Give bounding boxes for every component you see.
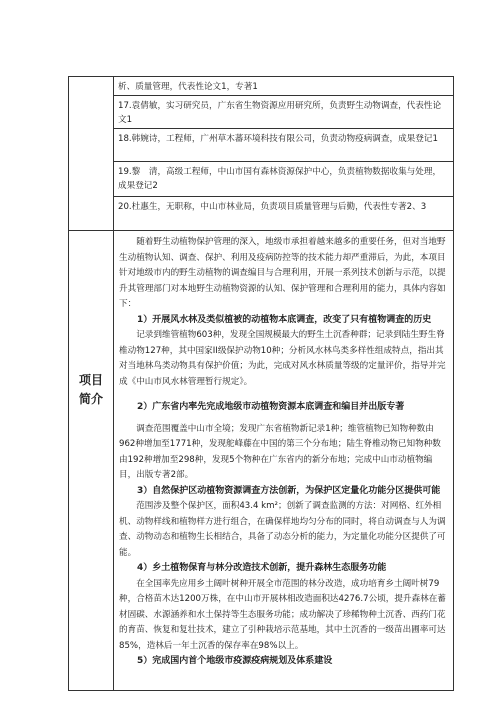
item-paragraph: 调查范围覆盖中山市全境；发现广东省植物新记录1种；维管植物已知物种数由962种增加至1771种，发现舵峰藤在中国的第三个分布地；陆生脊椎动物已知物种数由192种增加至298种，发现5个物种在广东省内的新分布地；完成中山市动植物编目，出版专著2部。 — [119, 423, 441, 480]
item-heading: 3）自然保护区动植物资源调查方法创新，为保护区定量化功能分区提供可能 — [137, 485, 441, 496]
personnel-text: 18.韩婉诗，工程师，广州草木蕃环境科技有限公司，负责动物疫病调查，成果登记1 — [118, 134, 438, 144]
project-summary-table — [68, 231, 454, 691]
section-label — [69, 371, 113, 409]
personnel-text: 17.袁倩敏，实习研究员，广东省生物资源应用研究所，负责野生动物调查，代表性论文1 — [118, 101, 442, 125]
item-paragraph: 范围涉及整个保护区，面积43.4 km²；创新了调查监测的方法：对网格、红外相机、动物样线和植物样方进行组合，在确保样地均匀分布的同时，将自动调查与人为调查、动物动态和植物生长相结合，具备了动态分析的能力，为定量化功能分区提供了可能。 — [119, 501, 446, 558]
item-heading: 1）开展风水林及类似植被的动植物本底调查，改变了只有植物调查的历史 — [137, 314, 432, 325]
personnel-text: 19.黎 清，高级工程师，中山市国有森林资源保护中心，负责植物数据收集与处理，成果登记2 — [118, 167, 442, 191]
summary-content — [119, 235, 447, 670]
personnel-text: 析、质量管理，代表性论文1，专著1 — [118, 82, 258, 92]
column-divider — [113, 231, 114, 690]
personnel-row — [114, 197, 453, 232]
intro-paragraph: 随着野生动植物保护管理的深入，地级市承担着越来越多的重要任务，但对当地野生动植物认知、调查、保护、利用及疫病防控等的技术能力却严重滞后，为此，本项目针对地级市内的野生动植物的调查编目与合理利用，开展一系列技术创新与示范，以提升其管理部门对本地野生动植物资源的认知、保护管理和合理利用的能力，具体内容如下： — [119, 237, 446, 309]
item-heading: 4）乡土植物保育与林分改造技术创新，提升森林生态服务功能 — [137, 563, 387, 573]
personnel-row — [114, 162, 453, 197]
personnel-row — [114, 129, 453, 162]
item-heading: 2）广东省内率先完成地级市动植物资源本底调查和编目并出版专著 — [137, 402, 405, 412]
personnel-row — [114, 77, 453, 96]
personnel-table — [68, 76, 454, 231]
personnel-text: 20.杜惠生，无职称，中山市林业局，负责项目质量管理与后勤，代表性专著2、3 — [118, 202, 427, 212]
section-label-line: 项目 — [78, 373, 103, 387]
personnel-row — [114, 96, 453, 129]
item-paragraph: 在全国率先应用乡土阔叶树种开展全市范围的林分改造，成功培育乡土阔叶树79种，合格苗木达1200万株，在中山市开展林相改造面积达4276.7公顷，提升森林在蓄材固碳、水源涵养和水土保持等生态服务功能；成功解决了珍稀物种土沉香、西药门花的育苗、恢复和复壮技术，建立了引种栽培示范基地，其中土沉香的一级苗出圃率可达85%，造林后一年土沉香的保存率在98%以上。 — [119, 578, 446, 651]
section-label-line: 简介 — [78, 392, 103, 406]
item-paragraph: 记录到维管植物603种，发现全国规模最大的野生土沉香种群；记录到陆生野生脊椎动物127种，其中国家II级保护动物10种；分析风水林鸟类多样性组成特点，指出其对当地林鸟类动物具有保护价值；为此，完成对风水林质量等级的定量评价，指导并完成《中山市风水林管理暂行规定》。 — [119, 330, 446, 387]
item-heading: 5）完成国内首个地级市疫源疫病规划及体系建设 — [137, 656, 333, 666]
